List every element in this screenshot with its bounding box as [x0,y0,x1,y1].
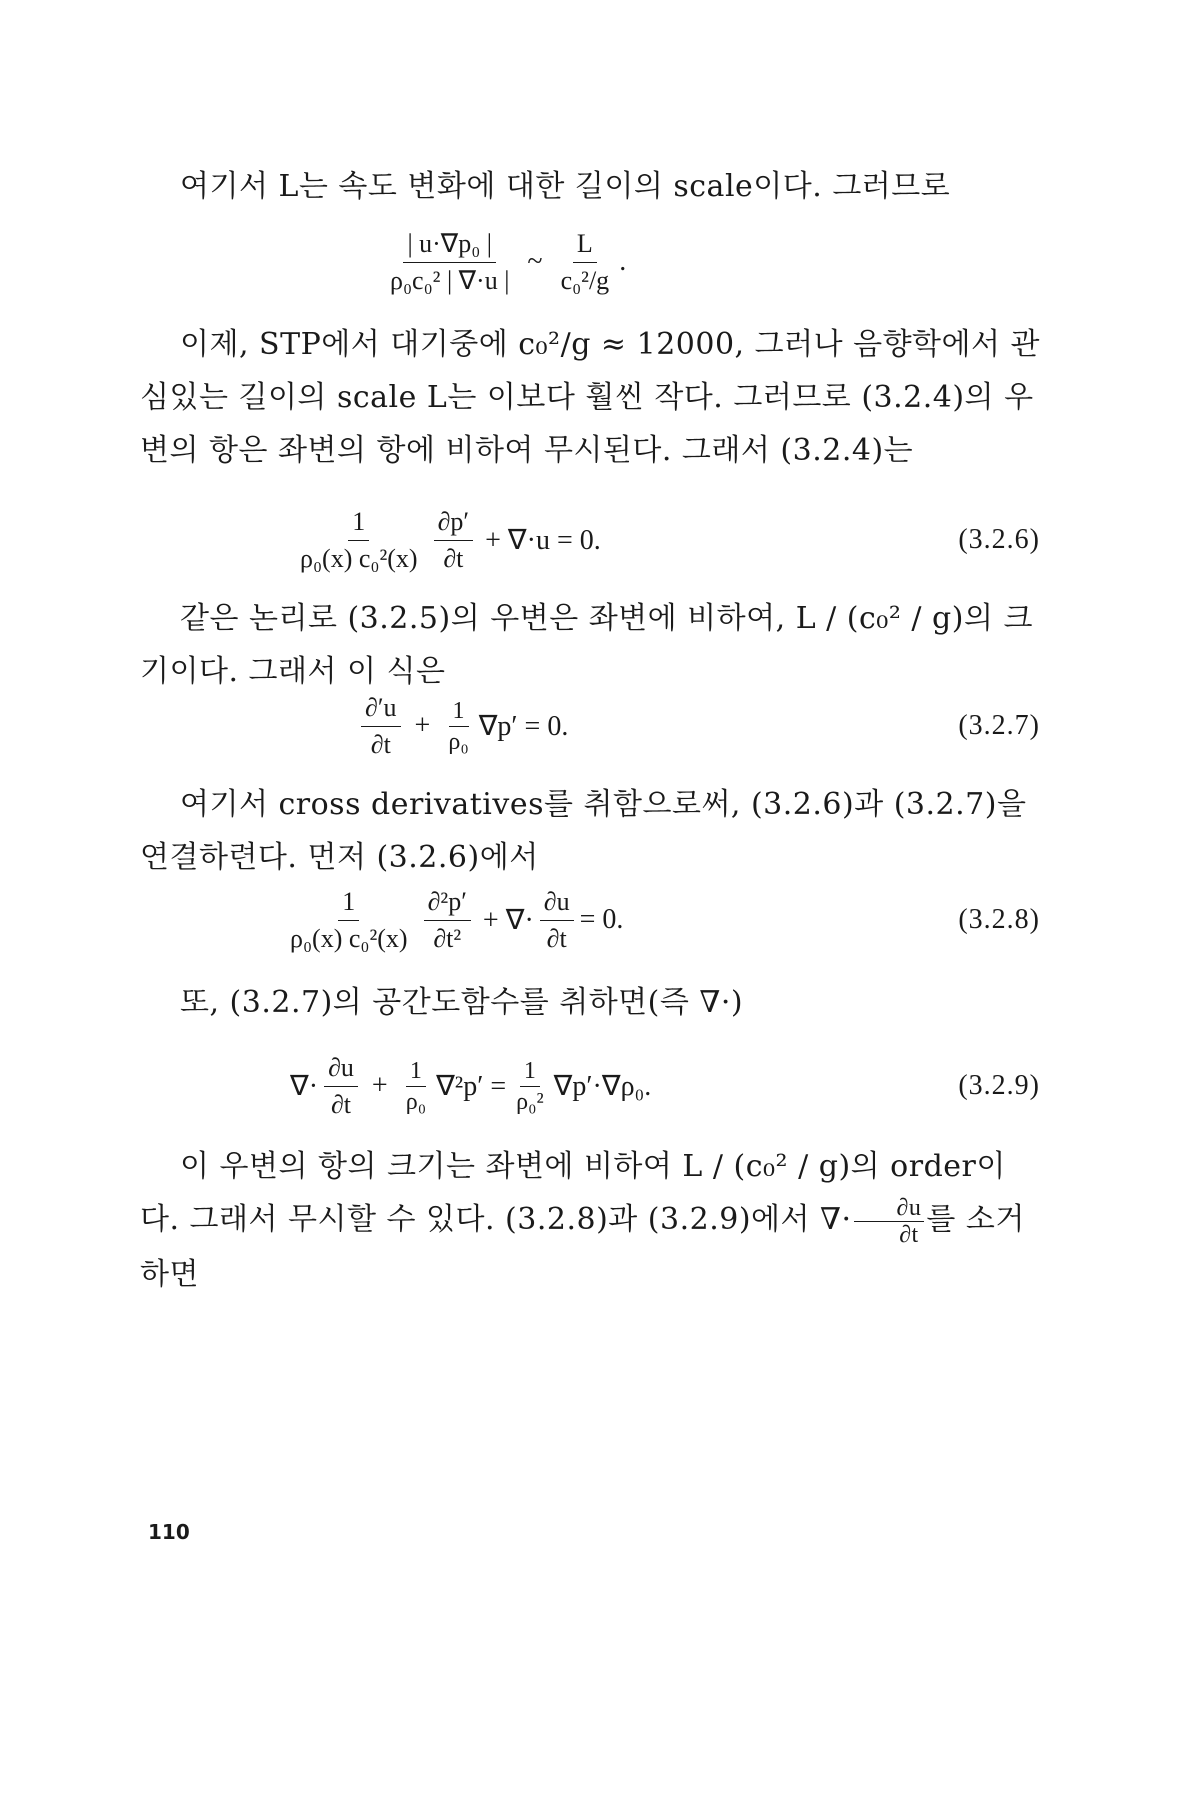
eq329-fraction-1 [324,1052,358,1121]
eq329-fraction-2-numerator: 1 [406,1058,426,1087]
eq329-fraction-2 [402,1058,430,1115]
equation-number-3-2-8: (3.2.8) [958,904,1040,935]
eq329-rest: ∇p′·∇ρ₀. [553,1071,652,1102]
eq328-fraction-2-denominator: ∂t² [433,923,462,953]
paragraph-2 [140,318,1040,477]
paragraph-1-text: 여기서 L는 속도 변화에 대한 길이의 scale이다. 그러므로 [180,169,951,204]
eq328-fraction-3-denominator: ∂t [546,923,567,953]
paragraph-6-fraction-numerator: ∂u [854,1195,925,1222]
equation-3-2-9 [140,1046,1040,1126]
eq329-fraction-1-denominator: ∂t [330,1089,352,1119]
eq327-fraction-2 [444,698,472,755]
paragraph-3-text: 같은 논리로 (3.2.5)의 우변은 좌변에 비하여, L / (c₀² / g)의 크기이다. 그래서 이 식은 [140,601,1033,689]
paragraph-6-part-2: 를 소거하면 [140,1202,1025,1292]
equation-ratio [140,222,1040,302]
equation-3-2-6-formula [290,500,601,580]
eq329-fraction-3-denominator: ρ₀² [516,1088,544,1115]
paragraph-6-text [140,1140,1040,1301]
equation-3-2-9-formula [290,1046,651,1126]
paragraph-4 [140,778,1040,884]
eq326-fraction-1 [296,506,422,575]
equation-3-2-8-formula [280,880,623,960]
ratio-rhs-fraction [557,228,614,297]
eq327-fraction-2-denominator: ρ₀ [448,728,469,755]
equation-3-2-6 [140,500,1040,580]
eq329-fraction-1-numerator: ∂u [324,1052,358,1087]
eq329-lead: ∇· [290,1071,319,1102]
eq327-fraction-2-numerator: 1 [449,698,469,727]
ratio-rhs-denominator: c₀²/g [560,265,610,295]
paragraph-6-fraction-denominator: ∂t [899,1221,919,1248]
eq327-fraction-1-denominator: ∂t [370,729,391,759]
eq328-fraction-1 [286,886,412,955]
eq326-fraction-2-denominator: ∂t [443,543,464,573]
paragraph-6 [140,1140,1040,1301]
eq329-fraction-3-numerator: 1 [520,1058,540,1087]
eq329-mid: ∇²p′ = [436,1071,507,1102]
ratio-lhs-fraction [386,228,513,297]
ratio-lhs-numerator: | u·∇p₀ | [403,228,496,263]
equation-number-3-2-6: (3.2.6) [958,524,1040,555]
ratio-lhs-denominator: ρ₀c₀² | ∇·u | [390,265,510,295]
eq327-fraction-1-numerator: ∂′u [361,692,401,727]
paragraph-6-inline-fraction [854,1195,925,1248]
eq328-fraction-2-numerator: ∂²p′ [424,886,471,921]
eq326-rest: + ∇·u = 0. [485,525,601,556]
paragraph-5-text: 또, (3.2.7)의 공간도함수를 취하면(즉 ∇·) [180,985,744,1020]
paragraph-1 [140,160,1040,213]
ratio-end-mark: . [619,246,627,277]
eq327-fraction-1 [361,692,401,761]
eq326-fraction-2-numerator: ∂p′ [434,506,474,541]
ratio-rhs-numerator: L [573,228,597,263]
paragraph-6-part-1: 이 우변의 항의 크기는 좌변에 비하여 L / (c₀² / g)의 order이다. 그래서 무시할 수 있다. (3.2.8)과 (3.2.9)에서 ∇· [140,1149,1006,1237]
equation-3-2-7-formula [355,686,568,766]
paragraph-2-text: 이제, STP에서 대기중에 c₀²/g ≈ 12000, 그러나 음향학에서 관심있는 길이의 scale L는 이보다 훨씬 작다. 그러므로 (3.2.4)의 우변의 항은 좌변의 항에 비하여 무시된다. 그래서 (3.2.4)는 [140,327,1041,468]
eq328-fraction-1-numerator: 1 [338,886,359,921]
equation-number-3-2-9: (3.2.9) [958,1070,1040,1101]
eq329-fraction-3 [512,1058,548,1115]
eq327-rest: ∇p′ = 0. [478,711,569,742]
equation-3-2-8 [140,880,1040,960]
eq326-fraction-1-numerator: 1 [348,506,369,541]
eq329-fraction-2-denominator: ρ₀ [405,1088,427,1115]
equation-ratio-formula [380,222,626,302]
eq327-plus: + [414,710,431,741]
ratio-relation: ~ [527,246,543,277]
equation-3-2-7 [140,686,1040,766]
eq328-fraction-3-numerator: ∂u [540,886,574,921]
eq328-fraction-3 [540,886,574,955]
paragraph-4-text: 여기서 cross derivatives를 취함으로써, (3.2.6)과 (3.2.7)을 연결하련다. 먼저 (3.2.6)에서 [140,787,1027,875]
page-number: 110 [148,1520,190,1544]
eq328-fraction-1-denominator: ρ₀(x) c₀²(x) [290,923,408,953]
paragraph-3 [140,592,1040,698]
eq329-plus: + [371,1070,388,1101]
equation-number-3-2-7: (3.2.7) [958,710,1040,741]
eq326-fraction-2 [434,506,474,575]
eq328-rest: = 0. [579,904,624,935]
eq328-mid: + ∇· [482,905,534,936]
paragraph-5 [140,976,1040,1029]
eq326-fraction-1-denominator: ρ₀(x) c₀²(x) [300,543,418,573]
eq328-fraction-2 [424,886,471,955]
